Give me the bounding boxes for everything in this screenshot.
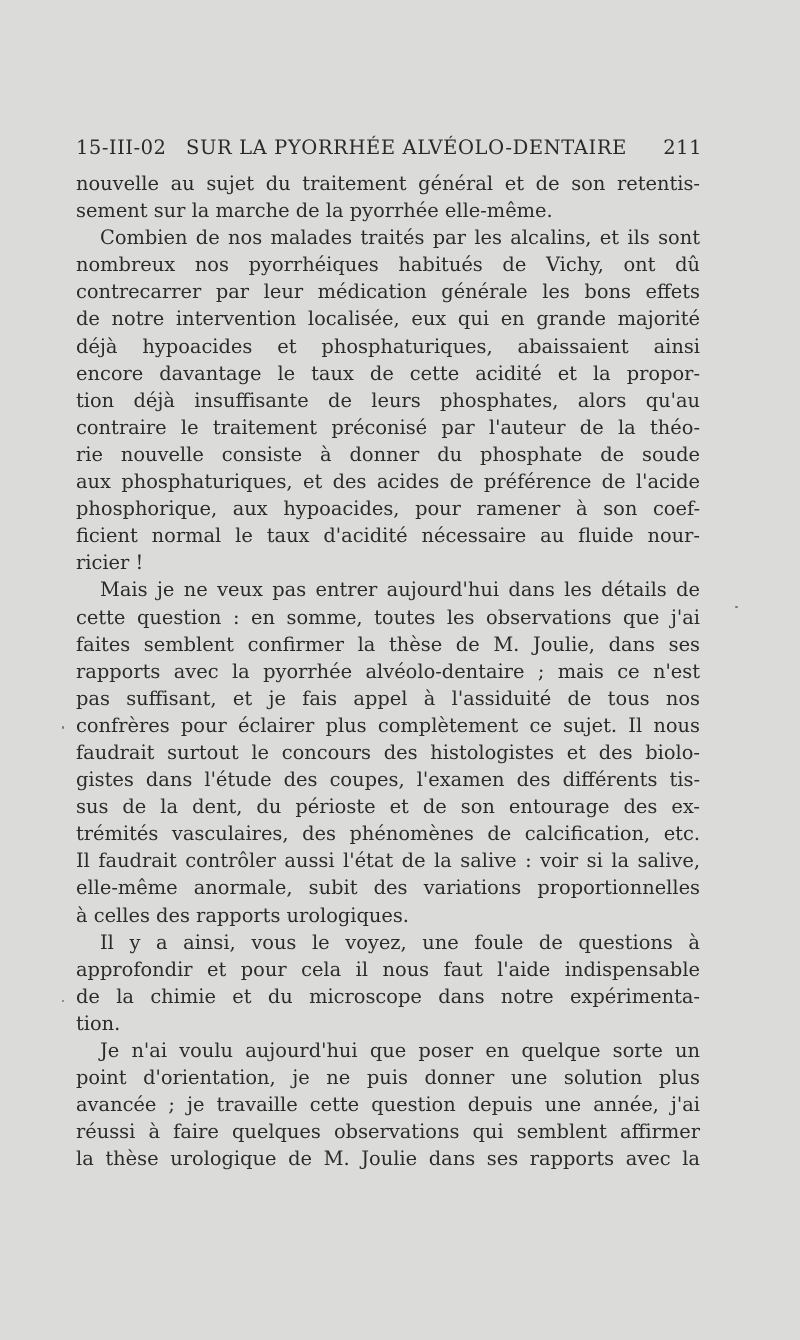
text-line: Mais je ne veux pas entrer aujourd'hui dans les détails de [100,578,700,602]
text-line: avancée ; je travaille cette question depuis une année, j'ai [76,1093,700,1117]
text-line: contrecarrer par leur médication générale les bons effets [76,280,700,304]
text-line: aux phosphaturiques, et des acides de préférence de l'acide [76,470,700,494]
text-line: rie nouvelle consiste à donner du phosphate de soude [76,442,700,466]
header-date-ref: 15-III-02 [76,136,167,159]
text-line: tion déjà insuffisante de leurs phosphates, alors qu'au [76,388,700,412]
paper-speck [735,606,738,608]
text-line: ficient normal le taux d'acidité nécessaire au fluide nour- [76,524,700,548]
text-line: nombreux nos pyorrhéiques habitués de Vichy, ont dû [76,253,700,277]
text-line: gistes dans l'étude des coupes, l'examen des différents tis- [76,768,700,792]
text-line: point d'orientation, je ne puis donner une solution plus [76,1066,700,1090]
text-line: pas suffisant, et je fais appel à l'assiduité de tous nos [76,686,700,710]
text-line: de la chimie et du microscope dans notre expérimenta- [76,984,700,1008]
text-line: déjà hypoacides et phosphaturiques, abaissaient ainsi [76,334,700,358]
text-line: cette question : en somme, toutes les observations que j'ai [76,605,700,629]
text-line: tion. [76,1011,121,1035]
text-line: contraire le traitement préconisé par l'auteur de la théo- [76,415,700,439]
paper-speck [62,1000,64,1002]
paper-speck [62,726,64,729]
text-line: réussi à faire quelques observations qui semblent affirmer [76,1120,700,1144]
text-line: ricier ! [76,551,144,575]
text-line: Je n'ai voulu aujourd'hui que poser en quelque sorte un [100,1039,700,1062]
running-header [76,136,702,166]
text-line: trémités vasculaires, des phénomènes de calcification, etc. [76,822,700,846]
text-line: Il faudrait contrôler aussi l'état de la salive : voir si la salive, [76,849,700,873]
text-line: de notre intervention localisée, eux qui en grande majorité [76,307,700,331]
text-line: approfondir et pour cela il nous faut l'aide indispensable [76,957,700,981]
text-line: sement sur la marche de la pyorrhée elle-même. [76,199,553,223]
text-line: Il y a ainsi, vous le voyez, une foule de questions à [100,930,700,954]
text-line: confrères pour éclairer plus complètement ce sujet. Il nous [76,713,700,737]
text-line: la thèse urologique de M. Joulie dans ses rapports avec la [76,1147,700,1171]
text-line: rapports avec la pyorrhée alvéolo-dentaire ; mais ce n'est [76,659,700,683]
text-line: phosphorique, aux hypoacides, pour ramener à son coef- [76,497,700,521]
body-text [76,170,700,1172]
header-running-title: SUR LA PYORRHÉE ALVÉOLO-DENTAIRE [186,136,627,159]
text-line: encore davantage le taux de cette acidité et la propor- [76,361,700,385]
text-line: faudrait surtout le concours des histologistes et des biolo- [76,740,700,764]
text-line: faites semblent confirmer la thèse de M. Joulie, dans ses [76,632,700,656]
text-line: sus de la dent, du périoste et de son entourage des ex- [76,795,700,819]
text-line: elle-même anormale, subit des variations proportionnelles [76,876,700,900]
text-line: nouvelle au sujet du traitement général et de son retentis- [76,172,700,195]
text-line: à celles des rapports urologiques. [76,903,409,927]
text-line: Combien de nos malades traités par les alcalins, et ils sont [100,226,700,250]
page-number: 211 [663,136,702,159]
